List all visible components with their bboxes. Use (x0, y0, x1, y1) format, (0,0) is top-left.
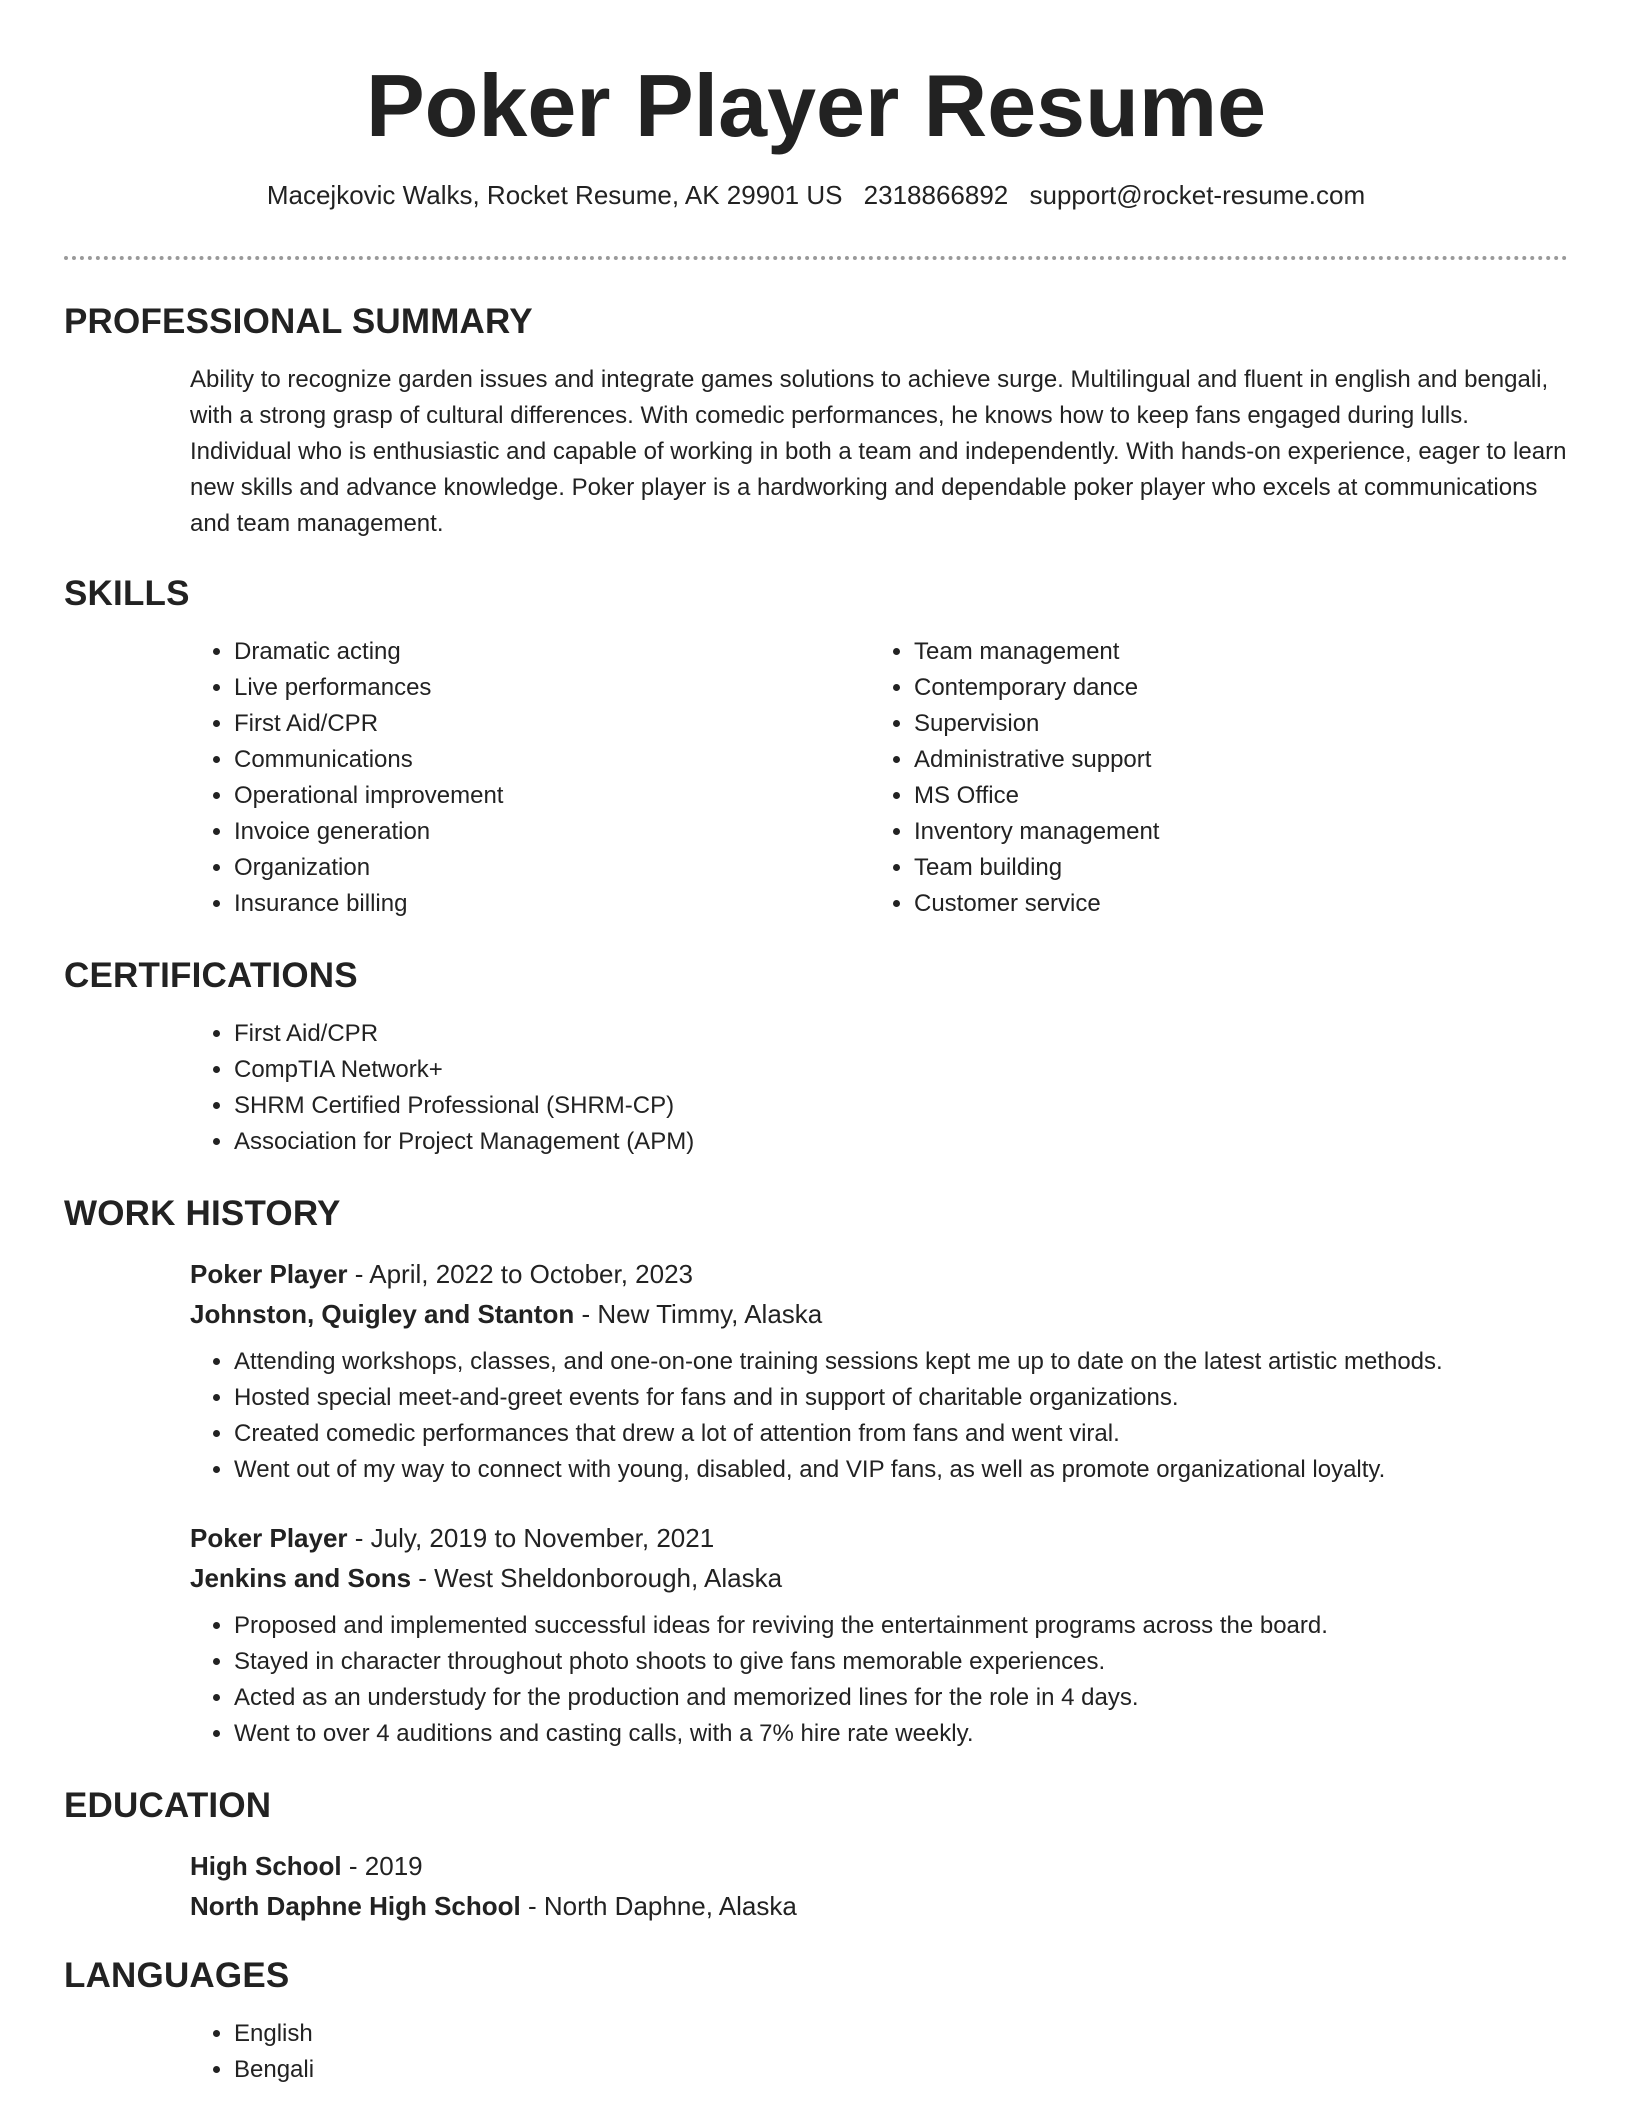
job-bullet: • Created comedic performances that drew a lot of attention from fans and went viral. (234, 1416, 1568, 1452)
resume-title: Poker Player Resume (365, 56, 1267, 155)
languages-section (64, 1954, 1568, 2088)
resume-page (64, 0, 1568, 2088)
job-dates: - July, 2019 to November, 2021 (347, 1523, 715, 1553)
education-degree: High School (190, 1851, 342, 1881)
job-bullet: • Acted as an understudy for the production and memorized lines for the role in 4 days. (234, 1680, 1568, 1716)
skills-list-right (870, 634, 1550, 922)
skill-item: • First Aid/CPR (234, 706, 870, 742)
certification-item: • CompTIA Network+ (234, 1052, 1568, 1088)
education-heading: EDUCATION (64, 1786, 272, 1825)
job-location: - New Timmy, Alaska (574, 1299, 823, 1329)
job-company-line (190, 1294, 1568, 1334)
education-degree-line (190, 1846, 1568, 1886)
contact-address: Macejkovic Walks, Rocket Resume, AK 29901 US (266, 180, 843, 210)
job-company-line (190, 1558, 1568, 1598)
job-bullet: • Attending workshops, classes, and one-on-one training sessions kept me up to date on the latest artistic methods. (234, 1344, 1568, 1380)
skills-heading: SKILLS (64, 574, 190, 613)
certification-item: • SHRM Certified Professional (SHRM-CP) (234, 1088, 1568, 1124)
education-year: - 2019 (341, 1851, 423, 1881)
summary-heading: PROFESSIONAL SUMMARY (64, 302, 533, 341)
work-heading: WORK HISTORY (64, 1194, 341, 1233)
job-dates: - April, 2022 to October, 2023 (347, 1259, 694, 1289)
job-bullet: • Stayed in character throughout photo shoots to give fans memorable experiences. (234, 1644, 1568, 1680)
education-school-line (190, 1886, 1568, 1926)
skill-item: • Organization (234, 850, 870, 886)
job-bullet: • Hosted special meet-and-greet events for fans and in support of charitable organizations. (234, 1380, 1568, 1416)
job-entry (190, 1518, 1568, 1752)
header-divider (64, 256, 1568, 260)
skill-item: • Live performances (234, 670, 870, 706)
job-bullets (190, 1344, 1568, 1488)
skill-item: • Team building (914, 850, 1550, 886)
skill-item: • Dramatic acting (234, 634, 870, 670)
job-bullets (190, 1608, 1568, 1752)
summary-section (64, 300, 1568, 542)
education-body (190, 1846, 1568, 1926)
languages-body (190, 2016, 1568, 2088)
languages-list (190, 2016, 1568, 2088)
work-body (190, 1254, 1568, 1752)
job-company: Jenkins and Sons (190, 1563, 412, 1593)
summary-body (190, 362, 1568, 542)
job-bullet: • Proposed and implemented successful ideas for reviving the entertainment programs across the board. (234, 1608, 1568, 1644)
certifications-section (64, 954, 1568, 1160)
skill-item: • Insurance billing (234, 886, 870, 922)
certifications-heading: CERTIFICATIONS (64, 956, 358, 995)
job-company: Johnston, Quigley and Stanton (190, 1299, 575, 1329)
skill-item: • Customer service (914, 886, 1550, 922)
certification-item: • Association for Project Management (APM) (234, 1124, 1568, 1160)
skill-item: • Inventory management (914, 814, 1550, 850)
skill-item: • MS Office (914, 778, 1550, 814)
education-section (64, 1784, 1568, 1926)
job-bullet: • Went out of my way to connect with young, disabled, and VIP fans, as well as promote organizational loyalty. (234, 1452, 1568, 1488)
skill-item: • Supervision (914, 706, 1550, 742)
contact-email[interactable]: support@rocket-resume.com (1029, 180, 1366, 210)
skill-item: • Contemporary dance (914, 670, 1550, 706)
job-entry (190, 1254, 1568, 1488)
job-title-line (190, 1254, 1568, 1294)
job-title: Poker Player (190, 1259, 348, 1289)
skills-section (64, 572, 1568, 922)
skill-item: • Communications (234, 742, 870, 778)
education-location: - North Daphne, Alaska (520, 1891, 797, 1921)
skills-list-left (190, 634, 870, 922)
language-item: • Bengali (234, 2052, 1568, 2088)
certifications-body (190, 1016, 1568, 1160)
job-bullet: • Went to over 4 auditions and casting calls, with a 7% hire rate weekly. (234, 1716, 1568, 1752)
skills-grid (190, 634, 1568, 922)
skill-item: • Invoice generation (234, 814, 870, 850)
skill-item: • Administrative support (914, 742, 1550, 778)
job-title: Poker Player (190, 1523, 348, 1553)
education-school: North Daphne High School (190, 1891, 521, 1921)
job-title-line (190, 1518, 1568, 1558)
skill-item: • Operational improvement (234, 778, 870, 814)
certifications-list (190, 1016, 1568, 1160)
skill-item: • Team management (914, 634, 1550, 670)
job-location: - West Sheldonborough, Alaska (411, 1563, 783, 1593)
work-section (64, 1192, 1568, 1752)
contact-phone: 2318866892 (863, 180, 1009, 210)
summary-text: Ability to recognize garden issues and integrate games solutions to achieve surge. Multilingual and fluent in english and bengali, with a strong grasp of cultural differences. With comedic performances, he knows how to keep fans engaged during lulls. Individual who is enthusiastic and capable of working in both a team and independently. With hands-on experience, eager to learn new skills and advance knowledge. Poker player is a hardworking and dependable poker player who excels at communications and team management. (190, 366, 1567, 537)
contact-line (64, 178, 1568, 212)
languages-heading: LANGUAGES (64, 1956, 290, 1995)
language-item: • English (234, 2016, 1568, 2052)
certification-item: • First Aid/CPR (234, 1016, 1568, 1052)
